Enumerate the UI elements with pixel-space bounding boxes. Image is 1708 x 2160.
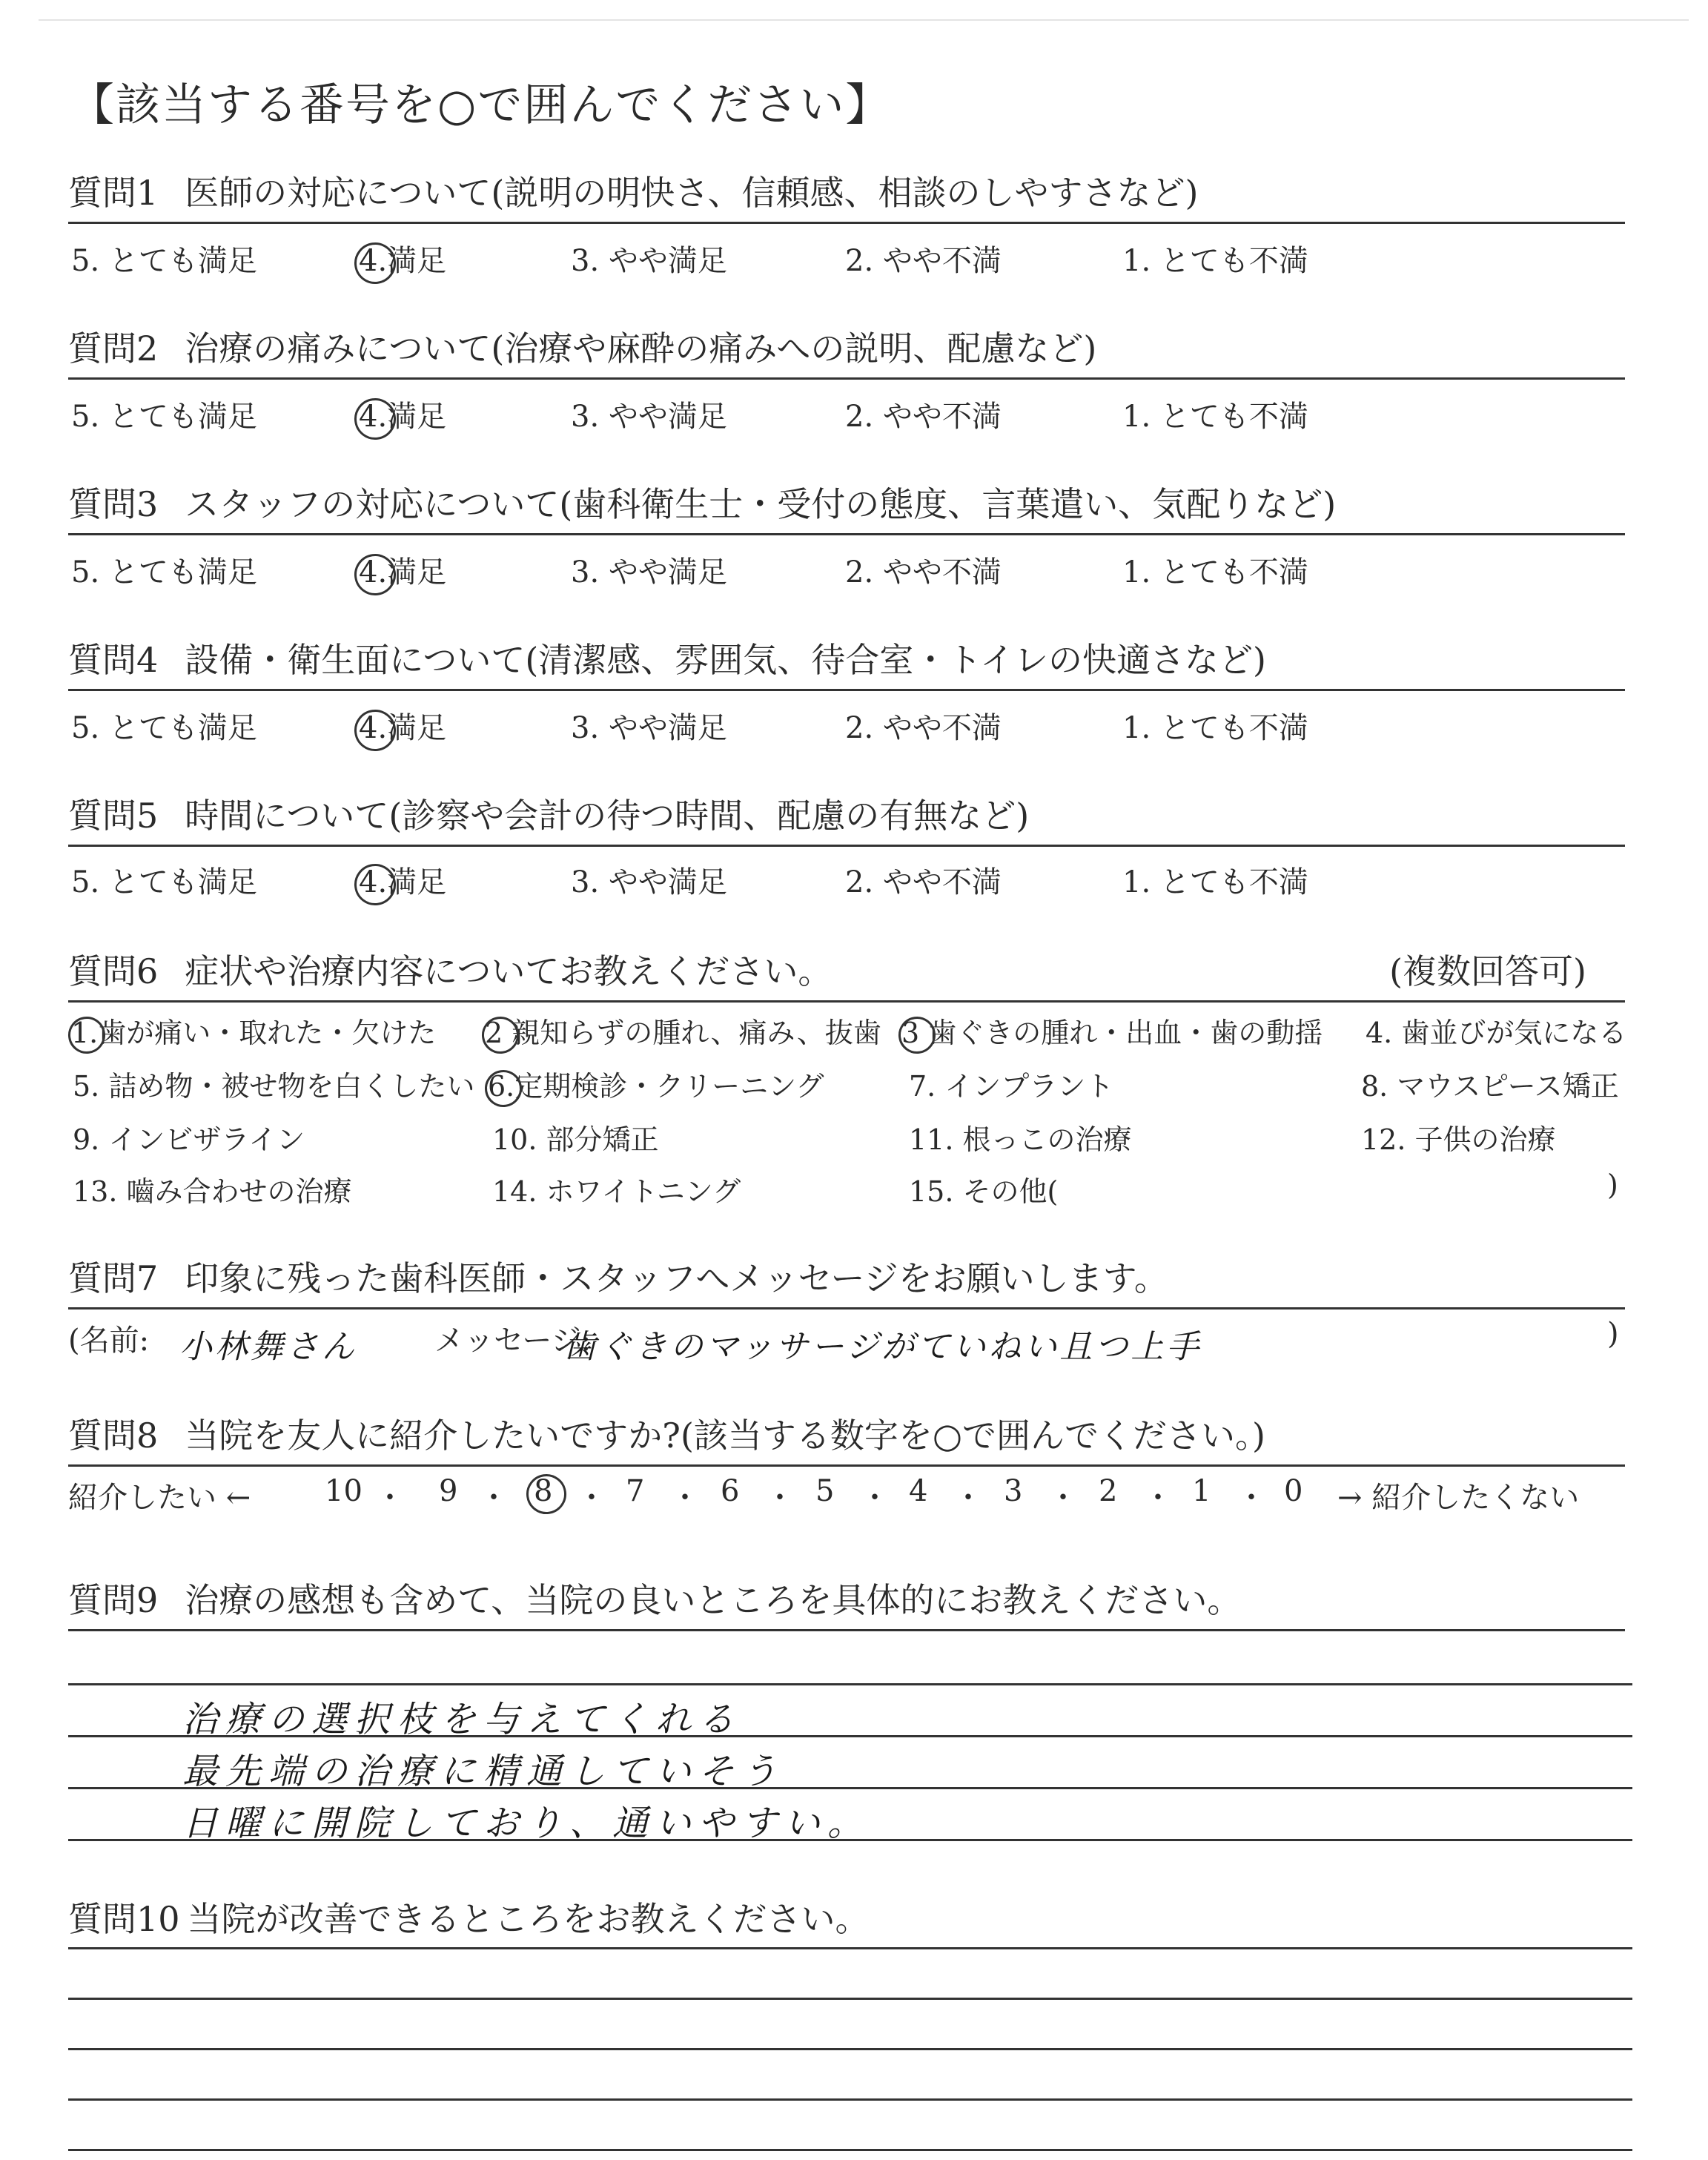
option-item[interactable]: 10. 部分矯正 [492,1123,659,1156]
question-number: 質問3 [68,484,159,524]
scale-0[interactable]: 0 [1284,1474,1303,1508]
scale-1[interactable]: 1 [1192,1474,1211,1508]
question-4 [68,639,1625,691]
question-number: 質問2 [68,328,159,369]
option-5[interactable]: 5. とても満足 [71,711,257,745]
message-value[interactable]: 歯ぐきのマッサージがていねい且つ上手 [563,1328,1202,1366]
option-item[interactable]: 7. インプラント [909,1070,1114,1103]
option-1[interactable]: 1. とても不満 [1122,400,1308,434]
selection-circle: 4. [359,865,388,899]
option-item-selected[interactable]: 1.歯が痛い・取れた・欠けた [71,1017,437,1049]
rule-line [68,222,1625,224]
option-5[interactable]: 5. とても満足 [71,400,257,434]
option-5[interactable]: 5. とても満足 [71,244,257,278]
question-number: 質問7 [68,1258,159,1298]
rule-line [68,1000,1625,1003]
option-item[interactable]: 11. 根っこの治療 [909,1123,1132,1156]
option-1[interactable]: 1. とても不満 [1122,244,1308,278]
option-4-selected[interactable]: 4.満足 [359,400,447,434]
message-label: メッセージ: [434,1324,592,1358]
option-1[interactable]: 1. とても不満 [1122,711,1308,745]
question-text: 治療の感想も含めて、当院の良いところを具体的にお教えください。 [185,1580,1242,1620]
answer-line-3[interactable]: 日曜に開院しており、通いやすい。 [182,1803,871,1844]
scale-9[interactable]: 9 [439,1474,458,1508]
name-label: (名前: [68,1324,150,1358]
writing-line [68,1998,1632,2000]
question-number: 質問8 [68,1416,159,1456]
question-1 [68,172,1625,224]
scale-3[interactable]: 3 [1004,1474,1023,1508]
question-text: 印象に残った歯科医師・スタッフへメッセージをお願いします。 [185,1258,1168,1298]
selection-circle: 4. [359,711,388,745]
option-item[interactable]: 4. 歯並びが気になる [1366,1017,1627,1049]
selection-circle: 4. [359,555,388,589]
option-2[interactable]: 2. やや不満 [845,711,1002,745]
rule-line [68,845,1625,847]
question-10 [68,1898,1625,1950]
option-item-selected[interactable]: 2 親知らずの腫れ、痛み、抜歯 [485,1017,881,1049]
question-number: 質問10 [68,1899,180,1939]
scale-left-label: 紹介したい ← [68,1481,251,1515]
question-8 [68,1415,1625,1467]
option-3[interactable]: 3. やや満足 [571,865,727,899]
option-3[interactable]: 3. やや満足 [571,244,727,278]
option-3[interactable]: 3. やや満足 [571,711,727,745]
question-text: 時間について(診察や会計の待つ時間、配慮の有無など) [185,796,1030,836]
question-text: スタッフの対応について(歯科衛生士・受付の態度、言葉遣い、気配りなど) [185,484,1337,524]
answer-line-1[interactable]: 治療の選択枝を与えてくれる [182,1699,742,1740]
option-item[interactable]: 8. マウスピース矯正 [1361,1070,1619,1103]
scale-2[interactable]: 2 [1099,1474,1118,1508]
option-3[interactable]: 3. やや満足 [571,400,727,434]
option-4-selected[interactable]: 4.満足 [359,244,447,278]
name-value[interactable]: 小林舞さん [179,1328,357,1366]
option-2[interactable]: 2. やや不満 [845,400,1002,434]
option-item[interactable]: 12. 子供の治療 [1361,1123,1556,1156]
question-3 [68,483,1625,535]
option-item[interactable]: 5. 詰め物・被せ物を白くしたい [73,1070,475,1103]
option-5[interactable]: 5. とても満足 [71,865,257,899]
option-4-selected[interactable]: 4.満足 [359,711,447,745]
question-6 [68,951,1625,1003]
option-4-selected[interactable]: 4.満足 [359,865,447,899]
scale-10[interactable]: 10 [325,1474,363,1508]
rule-line [68,533,1625,535]
option-2[interactable]: 2. やや不満 [845,865,1002,899]
answer-line-2[interactable]: 最先端の治療に精通していそう [182,1751,785,1792]
question-number: 質問6 [68,951,159,991]
question-text: 設備・衛生面について(清潔感、雰囲気、待合室・トイレの快適さなど) [185,640,1266,680]
writing-line [68,2098,1632,2101]
writing-line [68,2048,1632,2050]
selection-circle: 4. [359,400,388,434]
question-7 [68,1258,1625,1309]
option-2[interactable]: 2. やや不満 [845,555,1002,589]
question-text: 当院を友人に紹介したいですか?(該当する数字を○で囲んでください。) [185,1416,1265,1456]
question-text: 医師の対応について(説明の明快さ、信頼感、相談のしやすさなど) [185,173,1199,213]
scale-7[interactable]: 7 [626,1474,645,1508]
question-2 [68,328,1625,380]
message-row [68,1317,1632,1366]
question-number: 質問1 [68,173,159,213]
option-item[interactable]: 14. ホワイトニング [492,1175,741,1208]
option-4-selected[interactable]: 4.満足 [359,555,447,589]
recommend-scale: 紹介したい ← 10 ・ 9 ・ 8 ・ 7 ・ 6 ・ 5 ・ 4 ・ 3 ・ 2 ・ 1 ・ 0 → 紹介したくない [68,1474,1580,1515]
question-number: 質問9 [68,1580,159,1620]
close-paren: ) [1607,1169,1618,1201]
multiple-answer-note: (複数回答可) [1389,951,1586,991]
top-border [39,19,1689,21]
rule-line [68,1629,1625,1631]
option-item[interactable]: 13. 嚙み合わせの治療 [73,1175,352,1208]
question-9 [68,1579,1625,1631]
question-text: 当院が改善できるところをお教えください。 [187,1899,870,1939]
scale-4[interactable]: 4 [909,1474,928,1508]
rule-line [68,689,1625,691]
question-text: 治療の痛みについて(治療や麻酔の痛みへの説明、配慮など) [185,328,1097,369]
scale-6[interactable]: 6 [721,1474,740,1508]
question-number: 質問5 [68,796,159,836]
option-5[interactable]: 5. とても満足 [71,555,257,589]
close-paren: ) [1607,1317,1619,1351]
scale-5[interactable]: 5 [815,1474,835,1508]
option-item-selected[interactable]: 3 歯ぐきの腫れ・出血・歯の動揺 [901,1017,1323,1049]
rule-line [68,377,1625,380]
option-3[interactable]: 3. やや満足 [571,555,727,589]
option-item[interactable]: 9. インビザライン [73,1123,305,1156]
rule-line [68,1464,1625,1467]
writing-line [68,1947,1632,1949]
option-1[interactable]: 1. とても不満 [1122,865,1308,899]
option-2[interactable]: 2. やや不満 [845,244,1002,278]
selection-circle: 4. [359,244,388,278]
rule-line [68,1307,1625,1309]
option-1[interactable]: 1. とても不満 [1122,555,1308,589]
scale-right-label: → 紹介したくない [1337,1481,1580,1515]
writing-line [68,2149,1632,2151]
question-text: 症状や治療内容についてお教えください。 [185,951,833,991]
option-item-selected[interactable]: 6.定期検診・クリーニング [488,1070,824,1103]
question-number: 質問4 [68,640,159,680]
question-5 [68,795,1625,847]
writing-line [68,1683,1632,1685]
option-item-other[interactable]: 15. その他( [909,1175,1059,1208]
page-title: 【該当する番号を○で囲んでください】 [70,79,892,131]
